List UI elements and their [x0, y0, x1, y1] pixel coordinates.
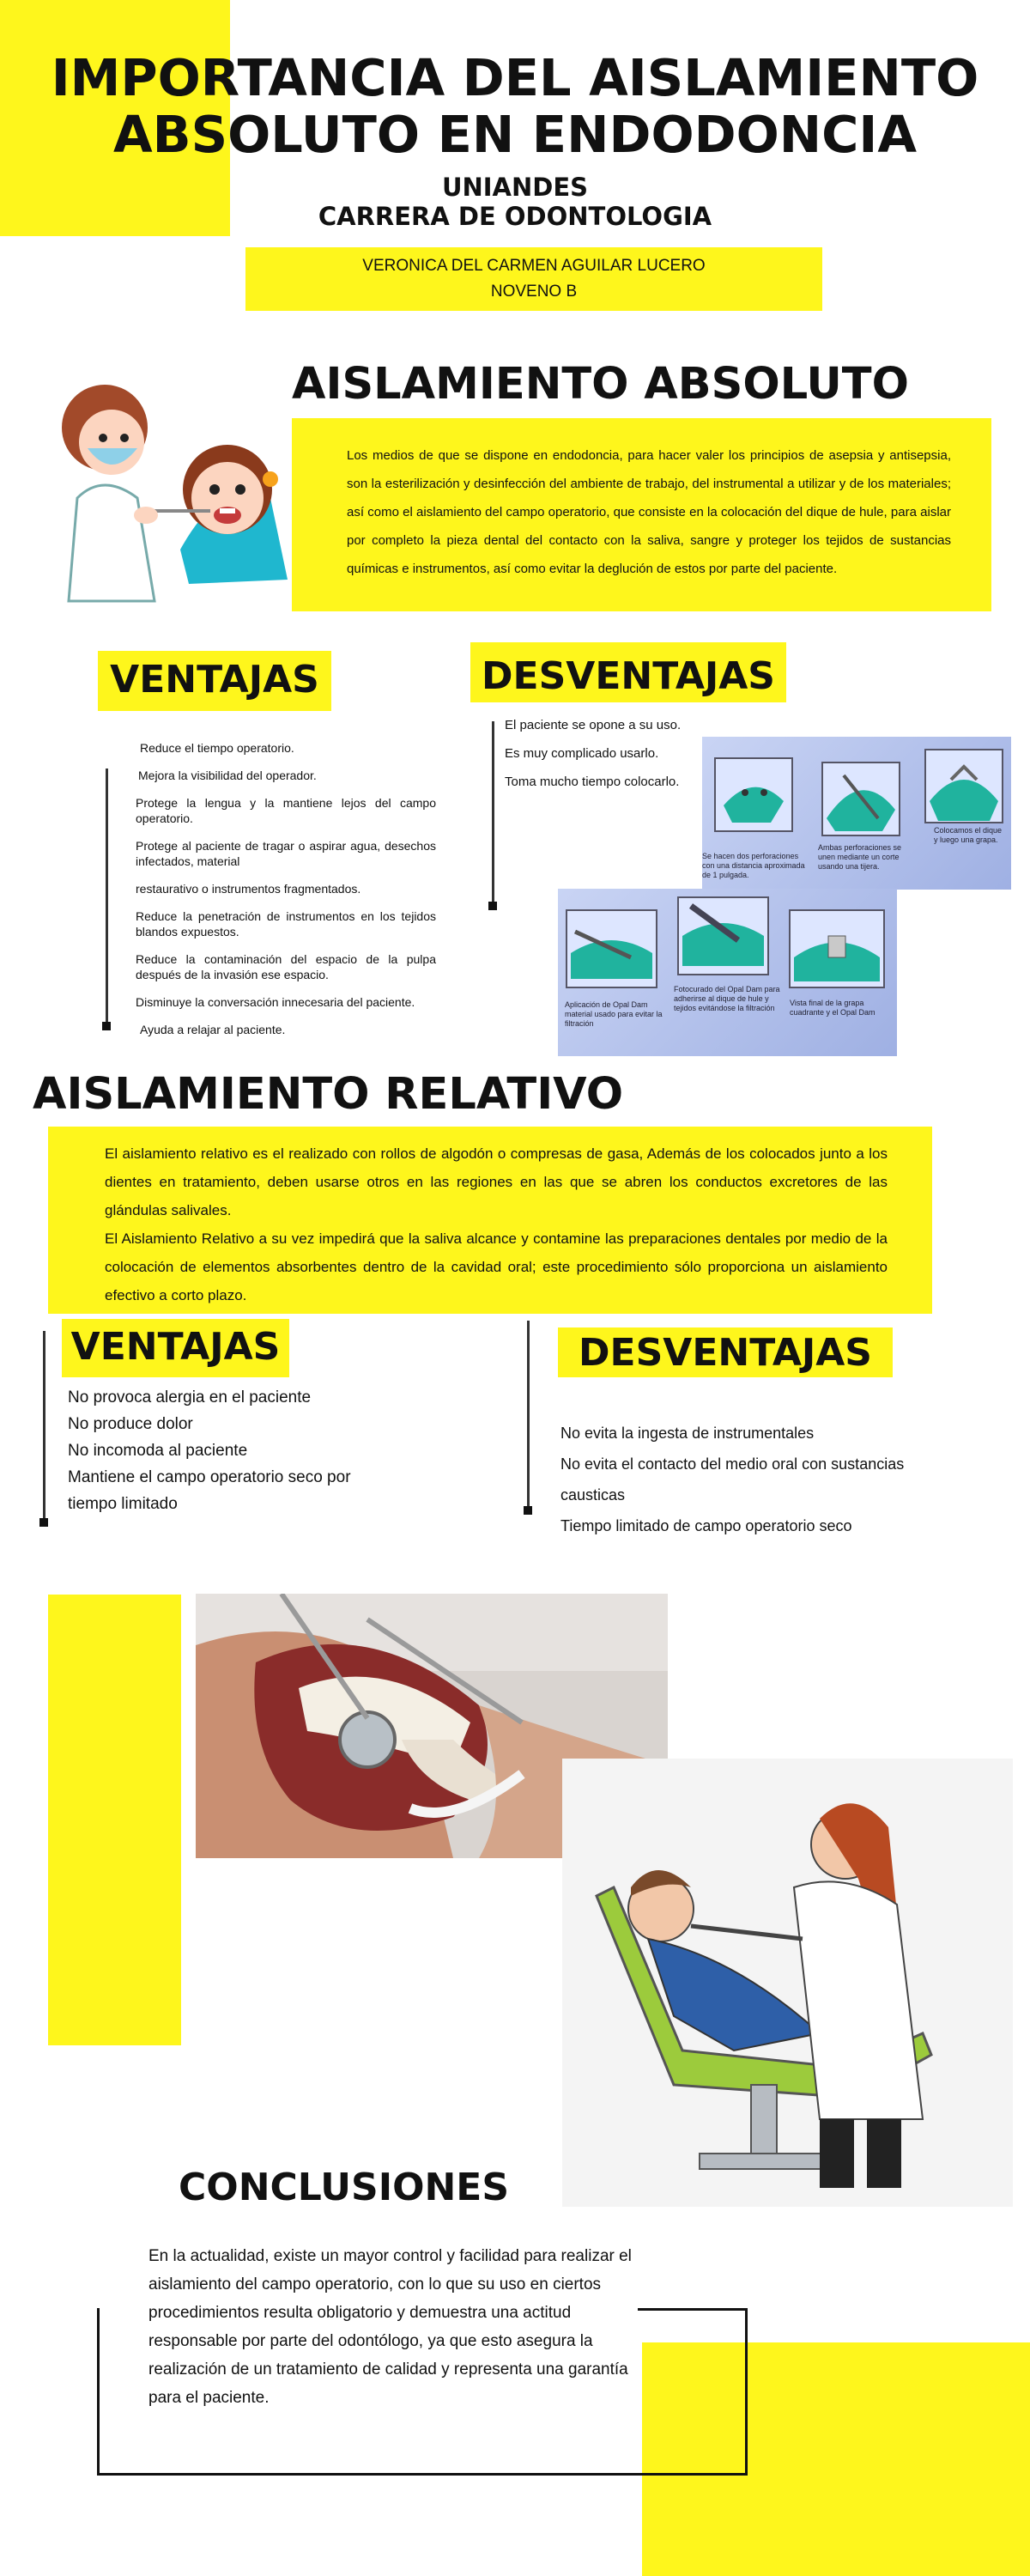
step-image-5: [674, 893, 772, 979]
page-title: [0, 50, 1030, 163]
dentist-child-illustration: [52, 369, 296, 605]
relative-paragraph-2: El Aislamiento Relativo a su vez impedirá que la saliva alcance y contamine las preparaciones dentales por medio de la colocación de elementos absorbentes dentro de la cavidad oral; este procedimiento sólo proporciona un aislamiento efectivo a corto plazo.: [105, 1230, 888, 1303]
rubber-dam-steps-top: [702, 737, 1011, 890]
list-item: Reduce la penetración de instrumentos en los tejidos blandos expuestos.: [136, 909, 436, 939]
list-item: Mejora la visibilidad del operador.: [138, 769, 317, 782]
conclusions-paragraph: En la actualidad, existe un mayor control y facilidad para realizar el aislamiento del campo operatorio, con lo que su uso en ciertos procedimientos resulta obligatorio y demuestra una actitud responsable por parte del odontólogo, ya que esto asegura la realización de un tratamiento de calidad y representa una garantía para el paciente.: [148, 2242, 638, 2412]
step-caption-5: Fotocurado del Opal Dam para adherirse al dique de hule y tejidos evitándose la filtración: [674, 985, 780, 1012]
rel-disadvantages-heading: DESVENTAJAS: [579, 1331, 872, 1375]
institution: UNIANDES: [441, 173, 589, 202]
absolute-heading: AISLAMIENTO ABSOLUTO: [292, 359, 909, 410]
step-image-1: [711, 754, 797, 835]
step-caption-1: Se hacen dos perforaciones con una distancia aproximada de 1 pulgada.: [702, 852, 805, 879]
step-image-2: [818, 758, 904, 840]
rel-disadvantages-line-end: [524, 1506, 532, 1515]
relative-paragraph: [105, 1139, 888, 1309]
list-item: Mantiene el campo operatorio seco por tiempo limitado: [68, 1468, 351, 1513]
step-image-4: [562, 906, 661, 992]
dentist-chair-illustration: [562, 1759, 1013, 2207]
list-item: Toma mucho tiempo colocarlo.: [505, 775, 680, 789]
rel-advantages-line: [43, 1331, 45, 1520]
step-caption-4: Aplicación de Opal Dam material usado para evitar la filtración: [565, 1000, 663, 1028]
rel-disadvantages-line: [527, 1321, 530, 1508]
list-item: Disminuye la conversación innecesaria del paciente.: [136, 995, 415, 1009]
rel-disadvantages-list: [560, 1418, 964, 1541]
rel-advantages-line-end: [39, 1518, 48, 1527]
absolute-paragraph: Los medios de que se dispone en endodoncia, para hacer valer los principios de asepsia y antisepsia, son la esterilización y desinfección del ambiente de trabajo, del instrumental a utilizar y de los materiales; así como el aislamiento del campo operatorio, que consiste en la colocación del dique de hule, para aislar por completo la pieza dental del contacto con la saliva, sangre y proteger los tejidos de sustancias químicas e instrumentos, así como evitar la deglución de estos por parte del paciente.: [347, 448, 951, 576]
list-item: Tiempo limitado de campo operatorio seco: [560, 1517, 852, 1534]
abs-advantages-line-end: [102, 1022, 111, 1030]
list-item: No evita el contacto del medio oral con sustancias causticas: [560, 1455, 905, 1504]
author-box: [245, 247, 822, 311]
abs-disadvantages-line: [492, 721, 494, 906]
list-item: Ayuda a relajar al paciente.: [140, 1023, 286, 1036]
list-item: No evita la ingesta de instrumentales: [560, 1425, 815, 1442]
rel-advantages-heading: VENTAJAS: [70, 1325, 281, 1369]
author-name: VERONICA DEL CARMEN AGUILAR LUCERO: [362, 257, 706, 275]
relative-paragraph-1: El aislamiento relativo es el realizado con rollos de algodón o compresas de gasa, Además de los colocados junto a los dientes en tratamiento, deben usarse otros en las regiones en las que se abren los conductos excretores de las glándulas salivales.: [105, 1145, 888, 1218]
list-item: Es muy complicado usarlo.: [505, 746, 659, 761]
step-caption-6: Vista final de la grapa cuadrante y el Opal Dam: [790, 999, 876, 1017]
step-image-6: [785, 906, 888, 992]
list-item: Reduce la contaminación del espacio de la pulpa después de la invasión ese espacio.: [136, 952, 436, 981]
list-item: No provoca alergia en el paciente: [68, 1388, 312, 1406]
mid-left-yellow-block: [48, 1595, 181, 2045]
rubber-dam-steps-bottom: [558, 889, 897, 1056]
step-image-3: [921, 745, 1007, 827]
rel-advantages-list: [68, 1384, 385, 1517]
list-item: No incomoda al paciente: [68, 1442, 248, 1460]
list-item: Protege la lengua y la mantiene lejos del campo operatorio.: [136, 796, 436, 825]
list-item: Protege al paciente de tragar o aspirar agua, desechos infectados, material: [136, 839, 436, 868]
page-title-line1: IMPORTANCIA DEL AISLAMIENTO: [51, 48, 979, 107]
step-caption-2: Ambas perforaciones se unen mediante un corte usando una tijera.: [818, 843, 902, 871]
list-item: Reduce el tiempo operatorio.: [140, 741, 294, 755]
page-title-line2: ABSOLUTO EN ENDODONCIA: [112, 105, 918, 164]
abs-advantages-line: [106, 769, 108, 1026]
abs-disadvantages-line-end: [488, 902, 497, 910]
abs-disadvantages-heading: DESVENTAJAS: [482, 654, 775, 698]
list-item: No produce dolor: [68, 1415, 193, 1433]
relative-heading: AISLAMIENTO RELATIVO: [33, 1069, 624, 1120]
abs-advantages-heading: VENTAJAS: [110, 658, 319, 702]
list-item: restaurativo o instrumentos fragmentados.: [136, 882, 361, 896]
conclusions-heading: CONCLUSIONES: [179, 2166, 510, 2209]
abs-advantages-list: [136, 740, 436, 1037]
list-item: El paciente se opone a su uso.: [505, 718, 682, 732]
step-caption-3: Colocamos el dique y luego una grapa.: [934, 826, 1003, 844]
author-level: NOVENO B: [490, 283, 578, 301]
career: CARRERA DE ODONTOLOGIA: [318, 202, 712, 231]
